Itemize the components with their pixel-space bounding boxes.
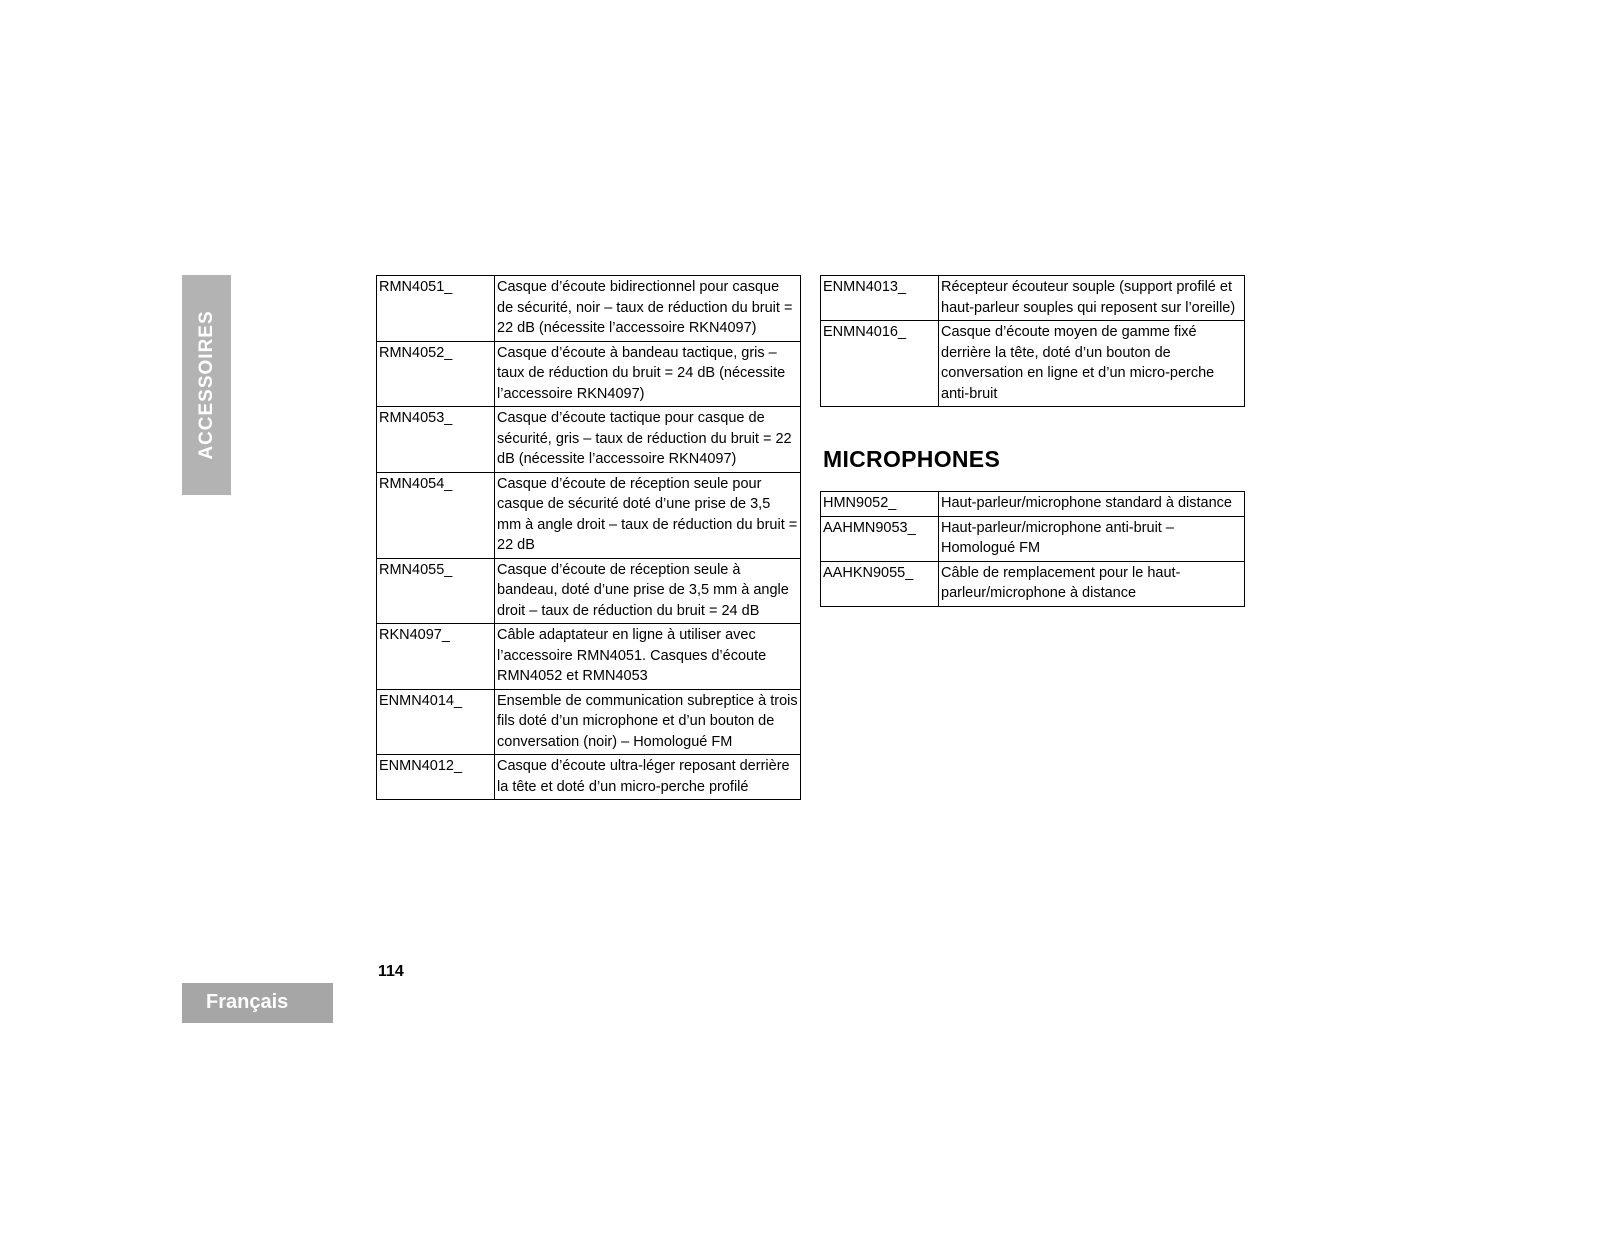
table-row — [821, 276, 1245, 321]
part-number: ENMN4012_ — [377, 755, 495, 800]
language-tab: Français — [182, 983, 333, 1023]
part-number: RMN4052_ — [377, 341, 495, 407]
part-number: RMN4053_ — [377, 407, 495, 473]
part-description: Câble adaptateur en ligne à utiliser avec l’accessoire RMN4051. Casques d’écoute RMN4052 et RMN4053 — [495, 624, 801, 690]
table-row — [377, 558, 801, 624]
part-description: Câble de remplacement pour le haut-parleur/microphone à distance — [939, 561, 1245, 606]
part-number: RMN4054_ — [377, 472, 495, 558]
section-side-tab-label: ACCESSOIRES — [195, 310, 217, 460]
part-description: Ensemble de communication subreptice à trois fils doté d’un microphone et d’un bouton de conversation (noir) – Homologué FM — [495, 689, 801, 755]
page-number: 114 — [378, 963, 404, 980]
part-description: Haut-parleur/microphone anti-bruit – Homologué FM — [939, 516, 1245, 561]
part-description: Casque d’écoute ultra-léger reposant derrière la tête et doté d’un micro-perche profilé — [495, 755, 801, 800]
microphones-heading: MICROPHONES — [823, 446, 1001, 472]
table-row — [377, 624, 801, 690]
table-row — [377, 407, 801, 473]
section-side-tab — [182, 275, 231, 495]
part-number: RMN4055_ — [377, 558, 495, 624]
table-row — [377, 472, 801, 558]
part-number: RKN4097_ — [377, 624, 495, 690]
part-number: ENMN4016_ — [821, 321, 939, 407]
part-description: Casque d’écoute de réception seule à bandeau, doté d’une prise de 3,5 mm à angle droit – taux de réduction du bruit = 24 dB — [495, 558, 801, 624]
table-row — [821, 516, 1245, 561]
table-row — [377, 341, 801, 407]
part-number: AAHMN9053_ — [821, 516, 939, 561]
accessories-table-right — [820, 275, 1245, 407]
part-description: Casque d’écoute moyen de gamme fixé derrière la tête, doté d’un bouton de conversation en ligne et d’un micro-perche anti-bruit — [939, 321, 1245, 407]
table-row — [821, 561, 1245, 606]
table-row — [821, 492, 1245, 517]
part-number: HMN9052_ — [821, 492, 939, 517]
part-description: Casque d’écoute bidirectionnel pour casque de sécurité, noir – taux de réduction du bruit = 22 dB (nécessite l’accessoire RKN4097) — [495, 276, 801, 342]
table-row — [377, 755, 801, 800]
part-description: Récepteur écouteur souple (support profilé et haut-parleur souples qui reposent sur l’oreille) — [939, 276, 1245, 321]
part-description: Haut-parleur/microphone standard à distance — [939, 492, 1245, 517]
part-number: AAHKN9055_ — [821, 561, 939, 606]
part-description: Casque d’écoute de réception seule pour casque de sécurité doté d’une prise de 3,5 mm à angle droit – taux de réduction du bruit = 22 dB — [495, 472, 801, 558]
part-description: Casque d’écoute à bandeau tactique, gris – taux de réduction du bruit = 24 dB (nécessite l’accessoire RKN4097) — [495, 341, 801, 407]
table-row — [377, 689, 801, 755]
part-description: Casque d’écoute tactique pour casque de sécurité, gris – taux de réduction du bruit = 22 dB (nécessite l’accessoire RKN4097) — [495, 407, 801, 473]
table-row — [821, 321, 1245, 407]
table-row — [377, 276, 801, 342]
accessories-table-left — [376, 275, 801, 800]
microphones-table — [820, 491, 1245, 607]
part-number: ENMN4014_ — [377, 689, 495, 755]
part-number: RMN4051_ — [377, 276, 495, 342]
part-number: ENMN4013_ — [821, 276, 939, 321]
